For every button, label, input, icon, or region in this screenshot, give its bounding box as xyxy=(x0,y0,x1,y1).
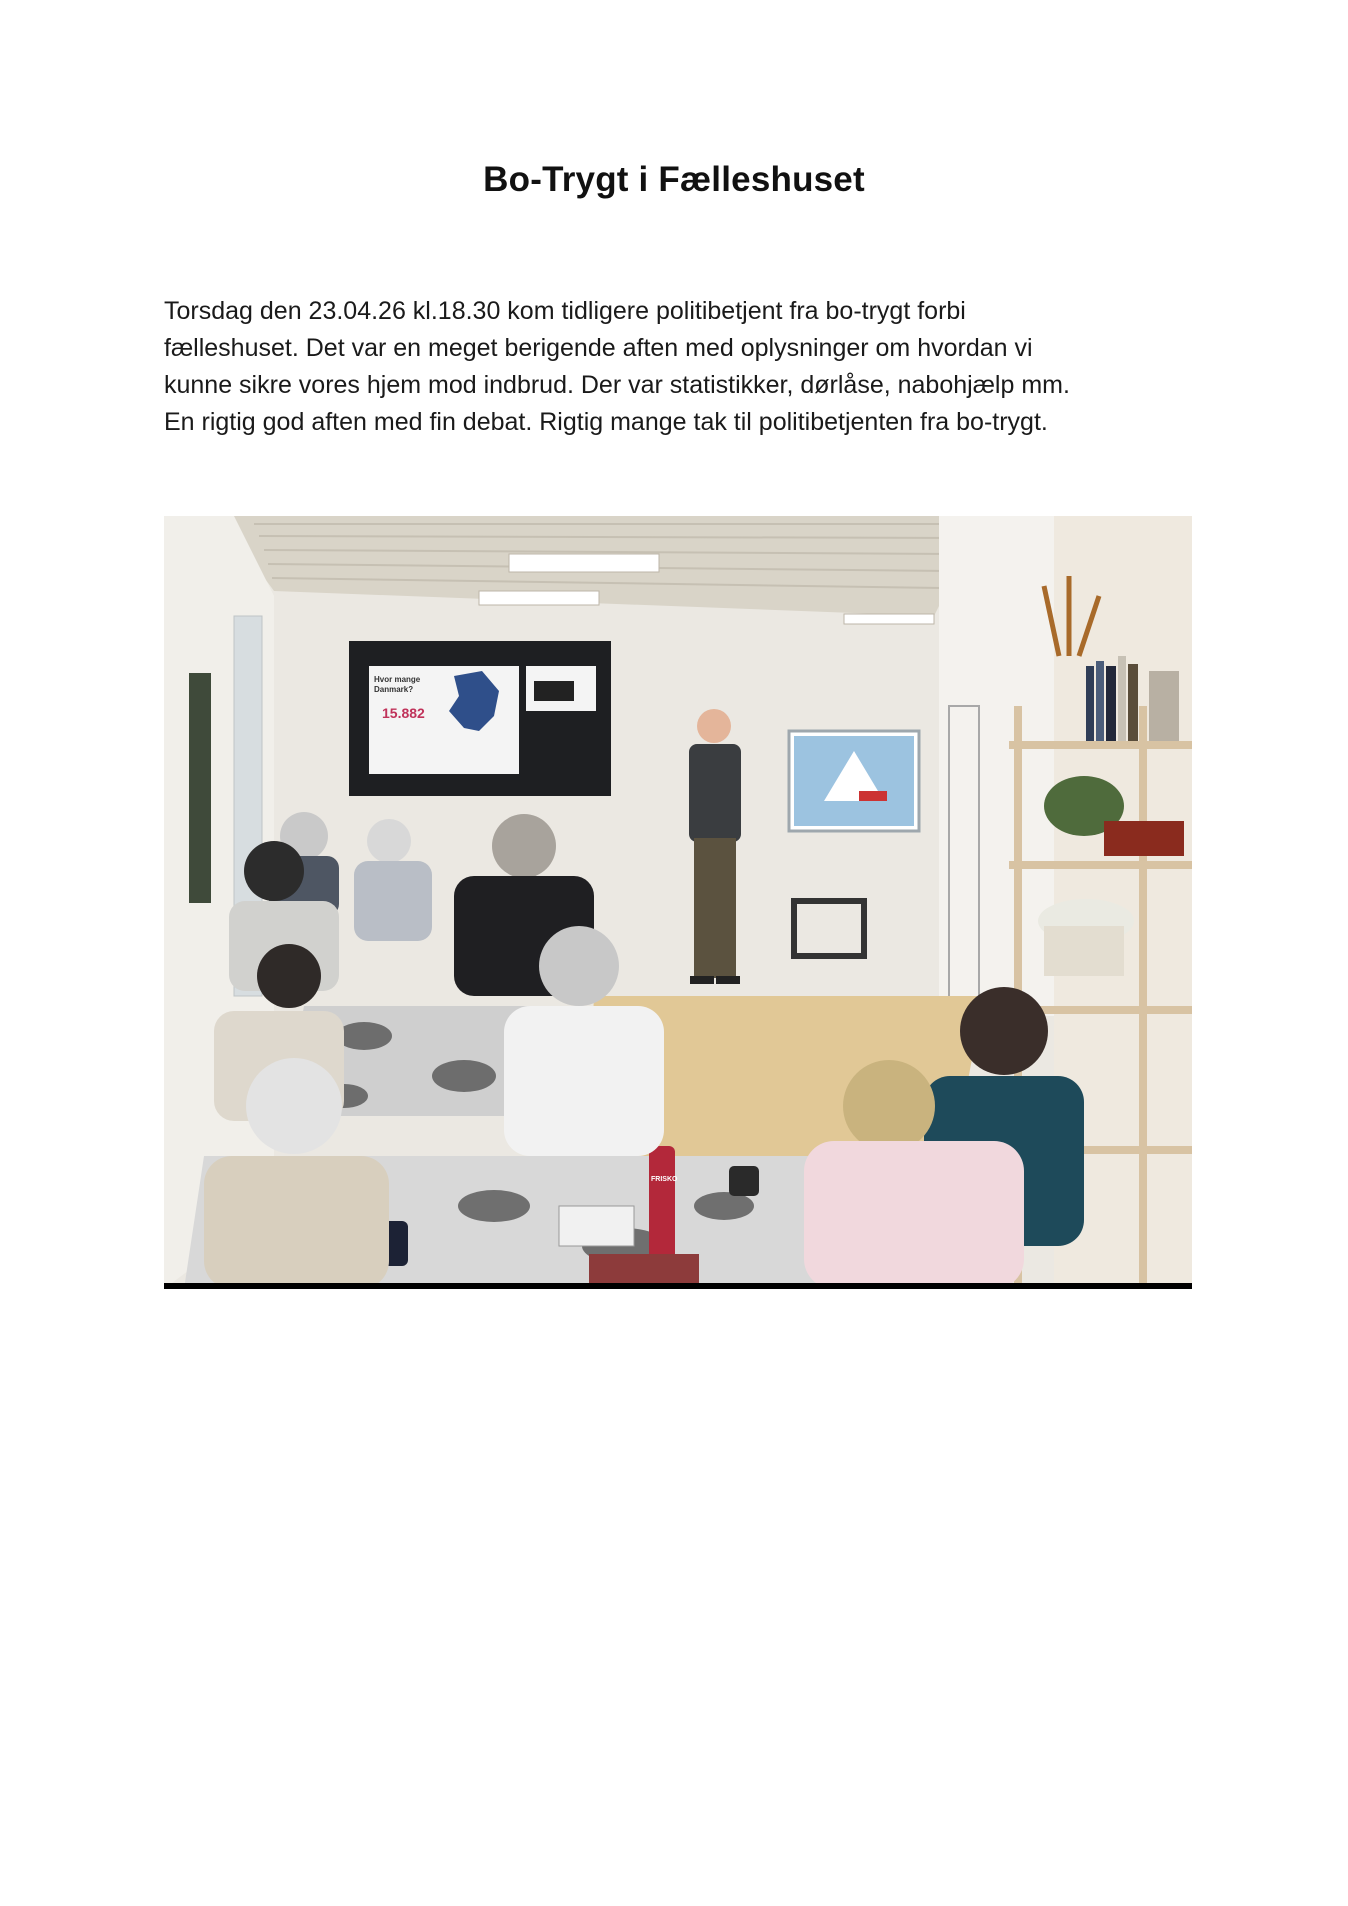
red-box xyxy=(1104,821,1184,856)
ceiling-light xyxy=(509,554,659,572)
presenter xyxy=(689,709,741,984)
body-paragraph xyxy=(164,293,1214,441)
newspaper xyxy=(559,1206,634,1246)
event-photo xyxy=(164,516,1192,1289)
screen-number: 15.882 xyxy=(382,705,425,721)
mug xyxy=(729,1166,759,1196)
paragraph-line: kunne sikre vores hjem mod indbrud. Der var statistikker, dørlåse, nabohjælp mm. xyxy=(164,371,1070,399)
page-title: Bo-Trygt i Fælleshuset xyxy=(483,160,865,199)
screen-heading: Danmark? xyxy=(374,685,414,694)
photo-illustration xyxy=(164,516,1192,1289)
screen-heading: Hvor mange xyxy=(374,675,421,684)
wall-painting xyxy=(189,673,211,903)
paragraph-line: fælleshuset. Det var en meget berigende aften med oplysninger om hvordan vi xyxy=(164,334,1033,362)
pillar xyxy=(939,516,1054,1016)
bottle-label: FRISKO xyxy=(651,1176,678,1183)
ceiling-light xyxy=(479,591,599,605)
paragraph-line: Torsdag den 23.04.26 kl.18.30 kom tidligere politibetjent fra bo-trygt forbi xyxy=(164,297,966,325)
paragraph-line: En rigtig god aften med fin debat. Rigtig mange tak til politibetjenten fra bo-trygt. xyxy=(164,408,1048,436)
ceiling-light xyxy=(844,614,934,624)
photo-bottom-border xyxy=(164,1283,1192,1289)
planter xyxy=(1044,926,1124,976)
